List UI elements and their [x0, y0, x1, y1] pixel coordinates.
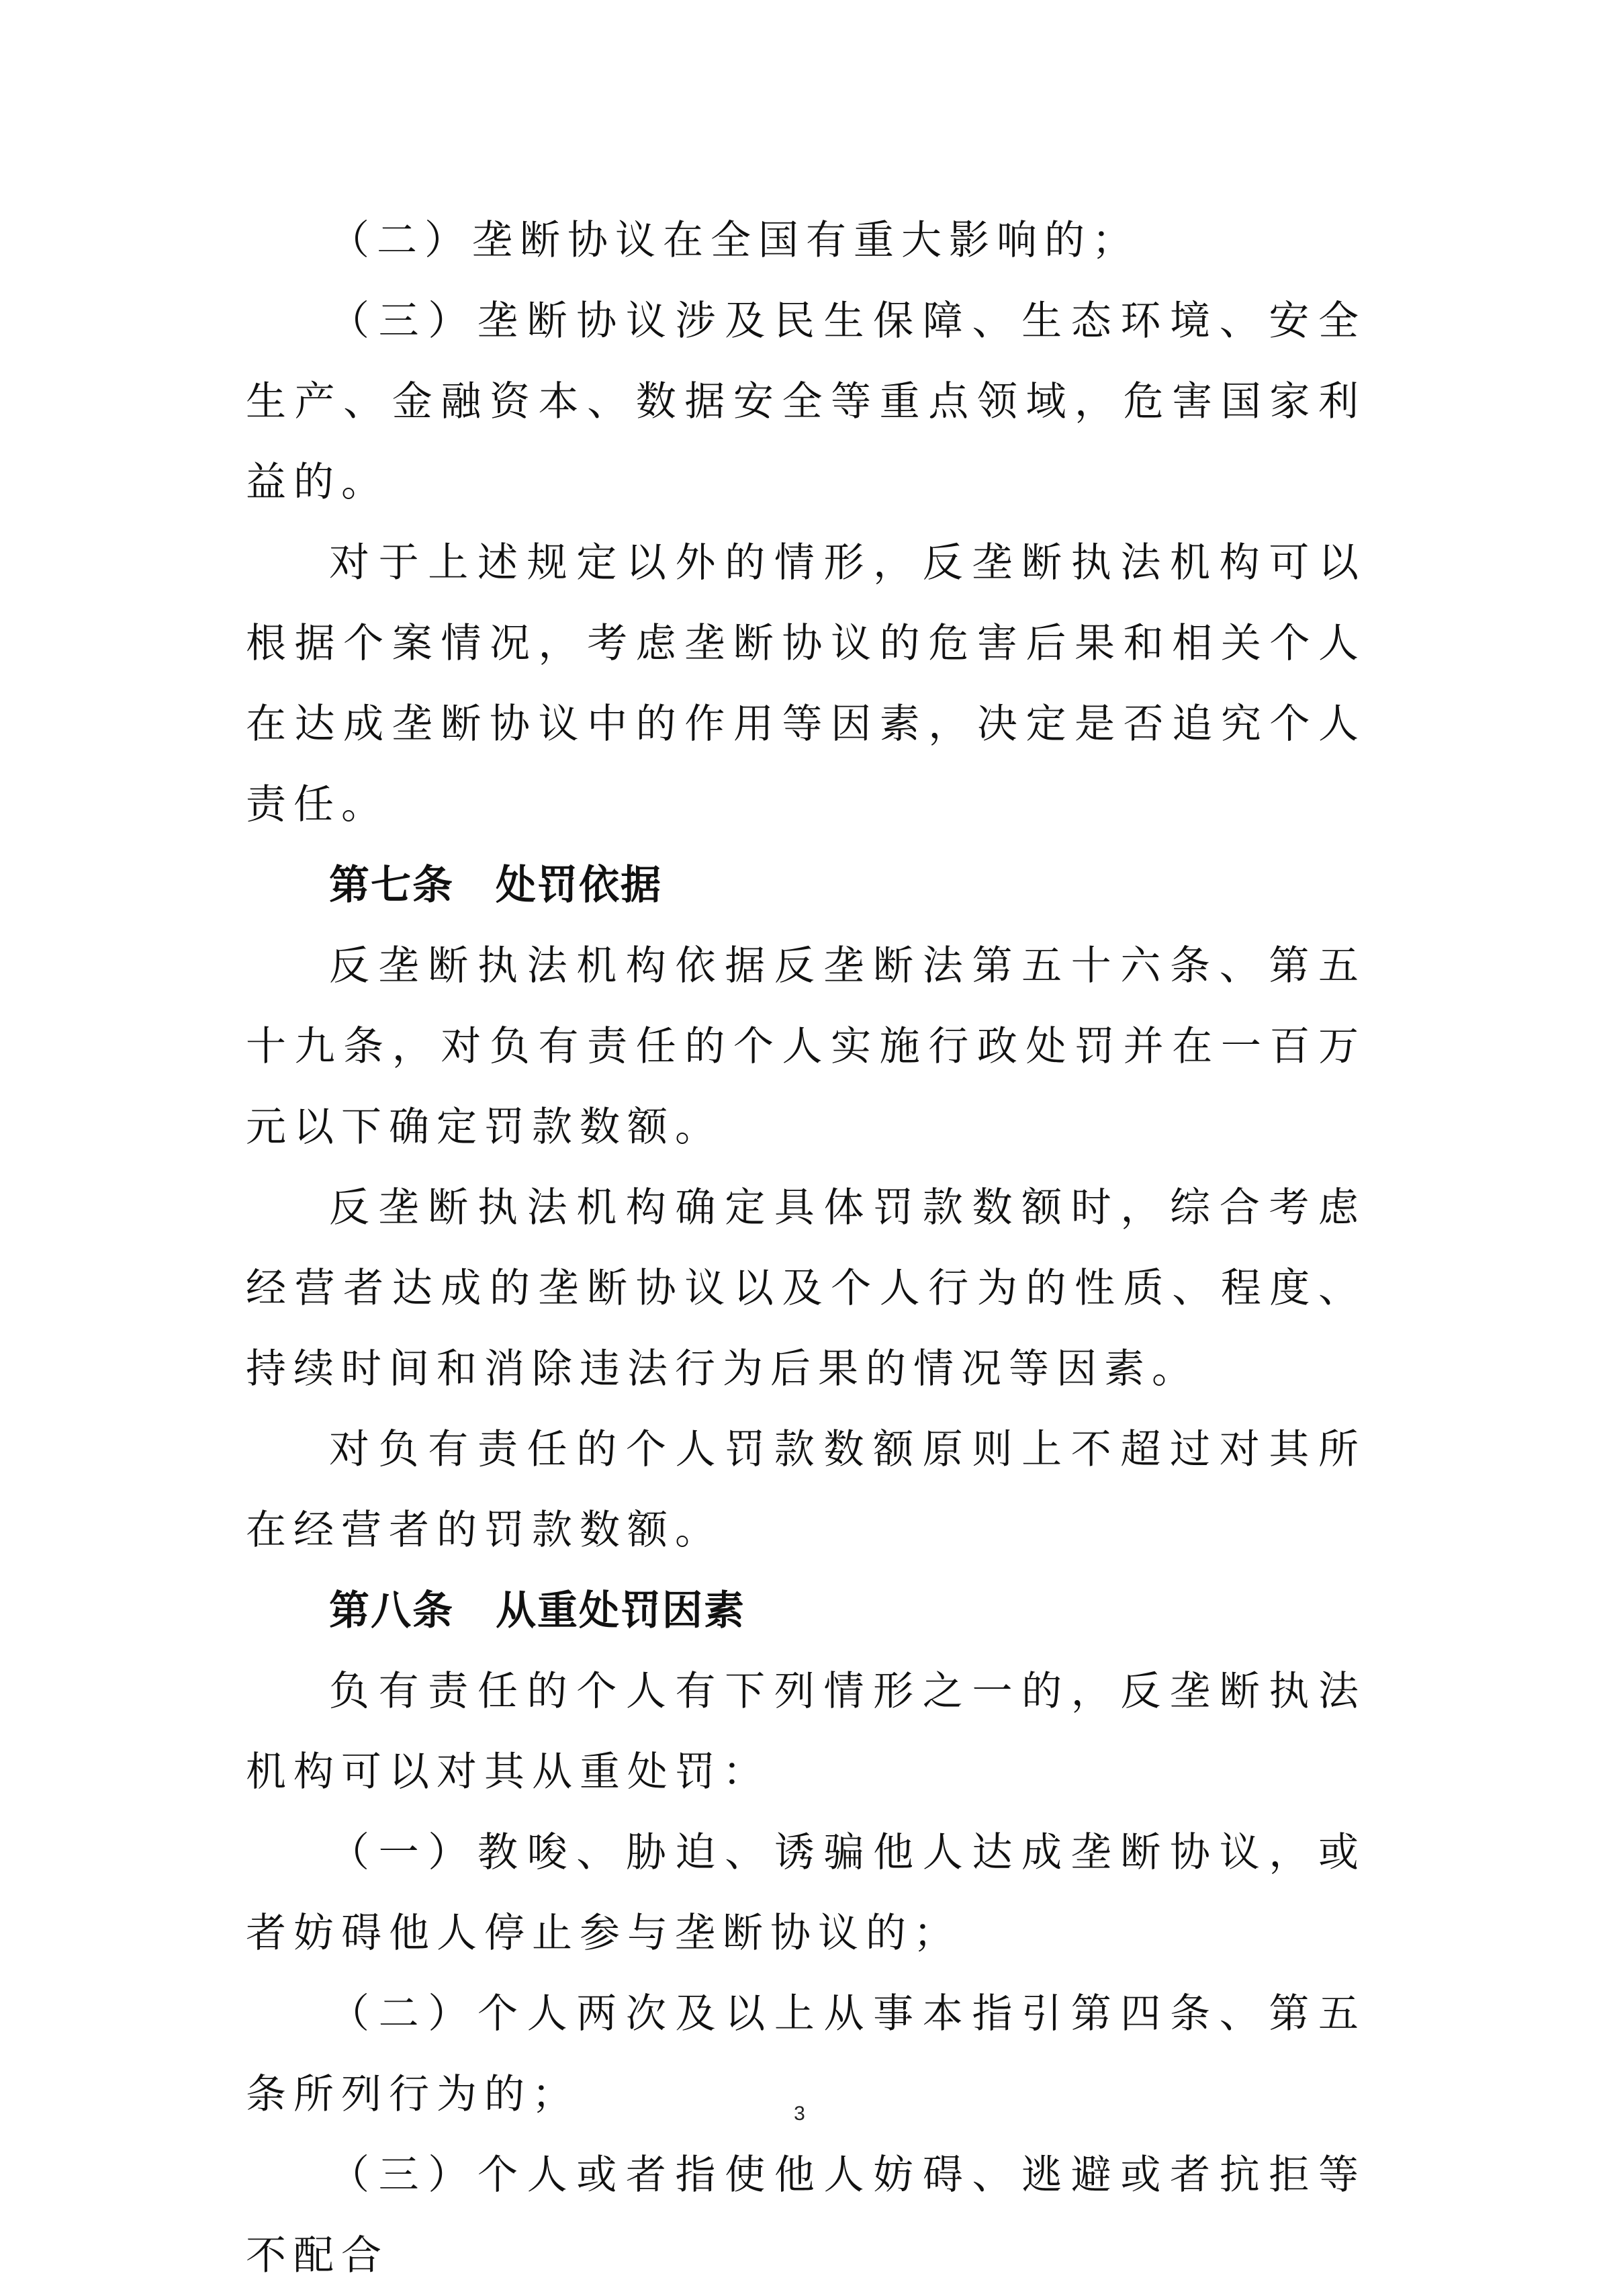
article-8-item-3: （三）个人或者指使他人妨碍、逃避或者抗拒等不配合	[246, 2152, 1366, 2279]
article-7-heading	[246, 845, 1366, 926]
article-8-item-2: （二）个人两次及以上从事本指引第四条、第五条所列行为的；	[246, 1990, 1366, 2118]
article-7-paragraph-2: 反垄断执法机构确定具体罚款数额时，综合考虑经营者达成的垄断协议以及个人行为的性质、程度、持续时间和消除违法行为后果的情况等因素。	[246, 1184, 1366, 1393]
document-body	[246, 200, 1366, 2296]
article-8-heading	[246, 1571, 1366, 1651]
paragraph-item-3: （三）垄断协议涉及民生保障、生态环境、安全生产、金融资本、数据安全等重点领域，危害国家利益的。	[246, 298, 1366, 506]
article-8-paragraph-1: 负有责任的个人有下列情形之一的，反垄断执法机构可以对其从重处罚：	[246, 1668, 1366, 1796]
article-8-item-1: （一）教唆、胁迫、诱骗他人达成垄断协议，或者妨碍他人停止参与垄断协议的；	[246, 1829, 1366, 1957]
paragraph-other-cases: 对于上述规定以外的情形，反垄断执法机构可以根据个案情况，考虑垄断协议的危害后果和相关个人在达成垄断协议中的作用等因素，决定是否追究个人责任。	[246, 539, 1366, 828]
article-8-title: 从重处罚因素	[496, 1587, 745, 1634]
article-7-number: 第七条	[329, 862, 454, 909]
article-7-title: 处罚依据	[496, 862, 662, 909]
article-8-number: 第八条	[329, 1587, 454, 1634]
article-7-paragraph-3: 对负有责任的个人罚款数额原则上不超过对其所在经营者的罚款数额。	[246, 1426, 1366, 1554]
paragraph-item-2: （二）垄断协议在全国有重大影响的；	[329, 217, 1140, 264]
page-number: 3	[794, 2103, 805, 2125]
article-7-paragraph-1: 反垄断执法机构依据反垄断法第五十六条、第五十九条，对负有责任的个人实施行政处罚并在一百万元以下确定罚款数额。	[246, 942, 1366, 1151]
